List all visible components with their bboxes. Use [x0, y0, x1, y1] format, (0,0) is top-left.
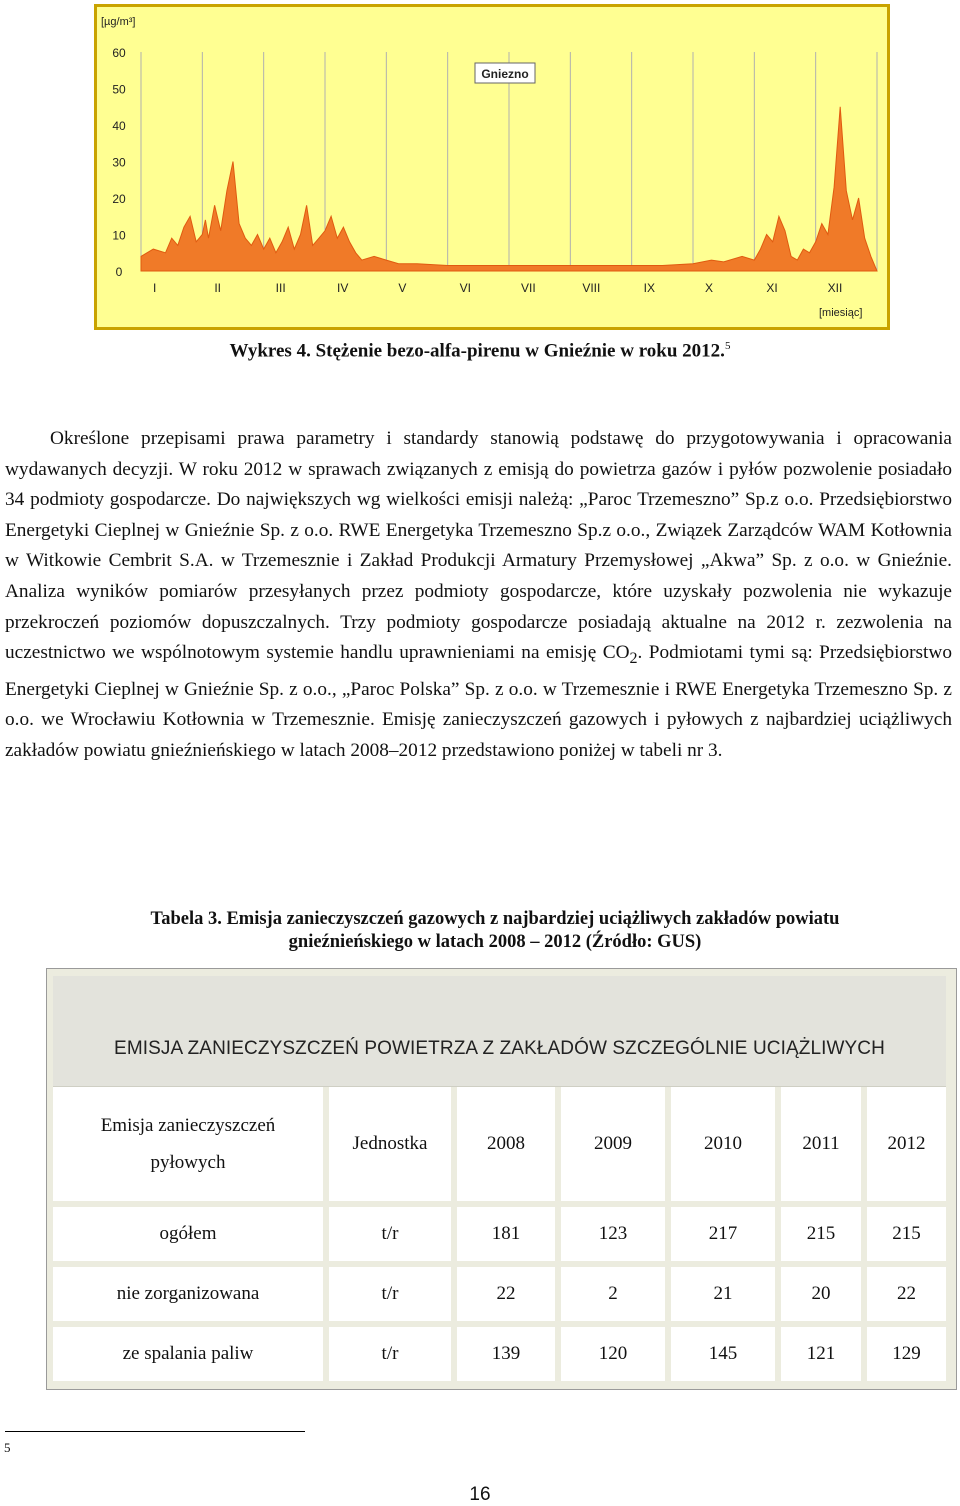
cell-2009: 120: [555, 1327, 665, 1387]
row-unit: t/r: [323, 1327, 451, 1387]
figure-caption: [0, 340, 960, 362]
paragraph-text-2: . Podmiotami tymi są: Przedsiębiorstwo Energetyki Cieplnej w Gnieźnie Sp. z o.o., „Paroc Polska” Sp. z o.o. w Trzemesznie i RWE Energetyka Trzemeszno Sp. z o.o. we Wrocławiu Kotłownia w Trzemesznie. Emisję zanieczyszczeń gazowych i pyłowych z najbardziej uciążliwych zakładów powiatu gnieźnieńskiego w latach 2008–2012 przedstawiono poniżej w tabeli nr 3.: [5, 642, 952, 761]
cell-2010: 145: [665, 1327, 775, 1387]
header-2010: 2010: [665, 1087, 775, 1207]
footnote-number: 5: [4, 1440, 11, 1455]
body-paragraph: [5, 424, 952, 766]
table-title-cell: [53, 976, 946, 1087]
cell-2012: 215: [861, 1207, 946, 1267]
emission-table: [46, 968, 957, 1390]
page-number: 16: [469, 1484, 491, 1505]
cell-2010: 21: [665, 1267, 775, 1327]
footnote-separator: [5, 1431, 305, 1432]
cell-2008: 22: [451, 1267, 555, 1327]
caption-text: Wykres 4. Stężenie bezo-alfa-pirenu w Gnieźnie w roku 2012.: [229, 340, 725, 362]
cell-2010: 217: [665, 1207, 775, 1267]
cell-2011: 121: [775, 1327, 861, 1387]
cell-2008: 139: [451, 1327, 555, 1387]
table-row: [53, 1267, 946, 1327]
x-tick-label: VIII: [582, 281, 601, 295]
bap-chart: [97, 7, 887, 327]
table-row: [53, 1207, 946, 1267]
header-label-line-1: Emisja zanieczyszczeń: [100, 1115, 276, 1136]
x-tick-label: VI: [459, 281, 472, 295]
x-tick-label: IX: [643, 281, 656, 295]
x-tick-label: IV: [337, 281, 349, 295]
x-tick-label: II: [214, 281, 222, 295]
co2-subscript: 2: [629, 650, 638, 668]
table-caption-line-2: gnieźnieńskiego w latach 2008 – 2012 (Źródło: GUS): [288, 932, 702, 952]
table-header-row: [53, 1087, 946, 1207]
table-row: [53, 1327, 946, 1387]
row-label: ogółem: [53, 1207, 323, 1267]
y-tick-label: 50: [112, 82, 126, 97]
x-tick-label: XI: [766, 281, 778, 295]
caption-footnote-ref: 5: [724, 340, 731, 352]
y-tick-label: 40: [112, 119, 126, 133]
y-axis-label: [µg/m³]: [101, 16, 136, 28]
table-caption: [0, 908, 960, 954]
y-tick-label: 60: [112, 46, 126, 60]
y-tick-label: 30: [112, 155, 126, 170]
paragraph-text-1: Określone przepisami prawa parametry i standardy stanowią podstawę do przygotowywania i opracowania wydawanych decyzji. W roku 2012 w sprawach związanych z emisją do powietrza gazów i pyłów pozwolenie posiadało 34 podmioty gospodarcze. Do największych wg wielkości emisji należą: „Paroc Trzemeszno” Sp.z o.o. Przedsiębiorstwo Energetyki Cieplnej w Gnieźnie Sp. z o.o. RWE Energetyka Trzemeszno Sp.z o.o., Związek Zarządców WAM Kotłownia w Witkowie Cembrit S.A. w Trzemesznie i Zakład Produkcji Armatury Przemysłowej „Akwa” Sp. z o.o. w Gnieźnie. Analiza wyników pomiarów przesyłanych przez podmioty gospodarcze, które uzyskały pozwolenia nie wykazuje przekroczeń poziomów dopuszczalnych. Trzy podmioty gospodarcze posiadają aktualne na 2012 r. zezwolenia na uczestnictwo we wspólnotowym systemie handlu uprawnieniami na emisję CO: [5, 428, 952, 664]
x-tick-label: V: [398, 281, 407, 295]
cell-2009: 2: [555, 1267, 665, 1327]
header-label-line-2: pyłowych: [150, 1152, 226, 1173]
y-tick-label: 10: [112, 228, 126, 243]
header-unit: Jednostka: [323, 1087, 451, 1207]
x-tick-label: I: [153, 281, 157, 295]
table-caption-line-1: Tabela 3. Emisja zanieczyszczeń gazowych z najbardziej uciążliwych zakładów powiatu: [150, 909, 840, 929]
x-tick-label: X: [705, 281, 714, 295]
row-unit: t/r: [323, 1267, 451, 1327]
table-title: EMISJA ZANIECZYSZCZEŃ POWIETRZA Z ZAKŁADÓW SZCZEGÓLNIE UCIĄŻLIWYCH: [114, 1038, 885, 1059]
cell-2011: 20: [775, 1267, 861, 1327]
emission-data-table: [53, 1087, 946, 1387]
x-tick-label: XII: [827, 281, 843, 295]
row-unit: t/r: [323, 1207, 451, 1267]
header-2012: 2012: [861, 1087, 946, 1207]
header-emission-label: [53, 1087, 323, 1207]
cell-2012: 22: [861, 1267, 946, 1327]
y-tick-label: 20: [112, 192, 126, 206]
chart-frame: [94, 4, 890, 330]
x-tick-label: VII: [521, 281, 536, 295]
row-label: nie zorganizowana: [53, 1267, 323, 1327]
x-tick-label: III: [275, 281, 286, 295]
chart-title: Gniezno: [481, 67, 529, 81]
row-label: ze spalania paliw: [53, 1327, 323, 1387]
chart-area: [97, 7, 887, 327]
header-2008: 2008: [451, 1087, 555, 1207]
y-tick-label: 0: [115, 265, 123, 279]
cell-2011: 215: [775, 1207, 861, 1267]
cell-2012: 129: [861, 1327, 946, 1387]
cell-2009: 123: [555, 1207, 665, 1267]
cell-2008: 181: [451, 1207, 555, 1267]
header-2011: 2011: [775, 1087, 861, 1207]
x-axis-unit: [miesiąc]: [819, 307, 863, 319]
header-2009: 2009: [555, 1087, 665, 1207]
